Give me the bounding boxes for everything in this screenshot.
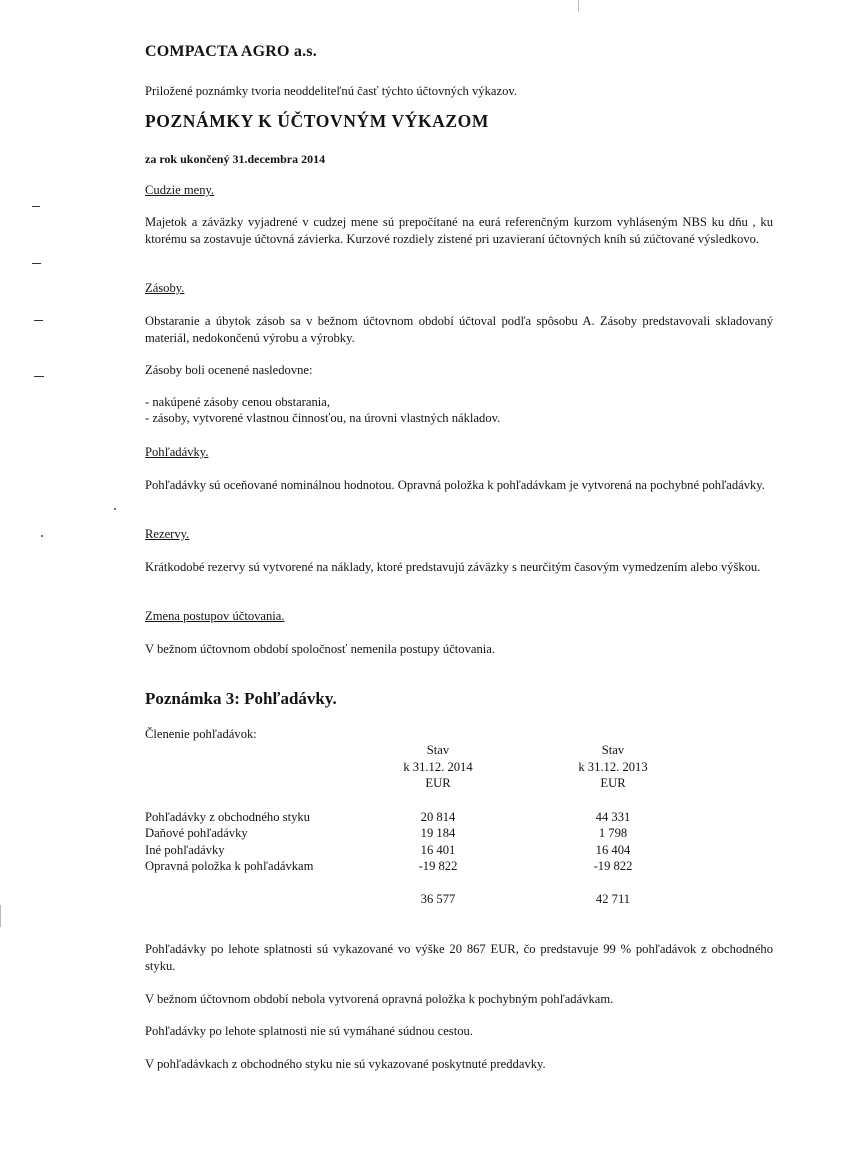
table-cell-2014: 16 401	[420, 843, 456, 857]
inventory-bullet: - nakúpené zásoby cenou obstarania,	[145, 395, 330, 409]
table-cell-2013: 16 404	[595, 843, 631, 857]
table-cell-2014: 20 814	[420, 810, 456, 824]
margin-mark	[34, 320, 43, 321]
note-3-paragraph: Pohľadávky po lehote splatnosti nie sú vymáhané súdnou cestou.	[145, 1024, 473, 1038]
margin-mark	[34, 376, 44, 377]
note-3-paragraph: Pohľadávky po lehote splatnosti sú vykazované vo výške 20 867 EUR, čo predstavuje 99 % pohľadávok z obchodného styku.	[145, 942, 773, 973]
margin-dot	[114, 508, 116, 510]
section-heading-reserves: Rezervy.	[145, 527, 190, 541]
section-heading-foreign-currency: Cudzie meny.	[145, 183, 215, 197]
table-cell-2014: 19 184	[420, 826, 456, 840]
column-header-2014-line2: k 31.12. 2014	[403, 760, 473, 774]
note-3-title: Poznámka 3: Pohľadávky.	[145, 689, 337, 708]
column-header-2013-line3: EUR	[600, 776, 626, 790]
table-total-2013: 42 711	[595, 892, 631, 906]
column-header-2013-line2: k 31.12. 2013	[578, 760, 648, 774]
column-header-2013-line1: Stav	[601, 743, 625, 757]
table-row-label: Iné pohľadávky	[145, 843, 225, 857]
scan-edge-top	[578, 0, 579, 12]
section-text-receivables: Pohľadávky sú oceňované nominálnou hodnotou. Opravná položka k pohľadávkam je vytvorená na pochybné pohľadávky.	[145, 478, 765, 492]
intro-text: Priložené poznámky tvoria neoddeliteľnú časť týchto účtovných výkazov.	[145, 84, 517, 98]
margin-mark	[32, 263, 41, 264]
table-cell-2013: -19 822	[593, 859, 633, 873]
section-text-inventory: Obstaranie a úbytok zásob sa v bežnom účtovnom období účtoval podľa spôsobu A. Zásoby predstavovali skladovaný materiál, nedokončenú výrobu a výrobky.	[145, 314, 773, 345]
scan-edge-left	[0, 905, 1, 927]
margin-dot	[41, 535, 43, 537]
section-text-reserves: Krátkodobé rezervy sú vytvorené na náklady, ktoré predstavujú záväzky s neurčitým časovým vymedzením alebo výškou.	[145, 560, 761, 574]
section-text-foreign-currency: Majetok a záväzky vyjadrené v cudzej mene sú prepočítané na eurá referenčným kurzom vyhláseným NBS ku dňu , ku ktorému sa zostavuje účtovná závierka. Kurzové rozdiely zistené pri uzavieraní účtovných kníh sú zúčtované výsledkovo.	[145, 215, 773, 246]
table-row-label: Opravná položka k pohľadávkam	[145, 859, 314, 873]
table-total-2014: 36 577	[420, 892, 456, 906]
table-cell-2014: -19 822	[418, 859, 458, 873]
margin-mark	[32, 206, 40, 207]
table-row-label: Daňové pohľadávky	[145, 826, 248, 840]
note-3-paragraph: V bežnom účtovnom období nebola vytvorená opravná položka k pochybným pohľadávkam.	[145, 992, 614, 1006]
section-heading-receivables: Pohľadávky.	[145, 445, 209, 459]
column-header-2014-line1: Stav	[426, 743, 450, 757]
table-row-label: Pohľadávky z obchodného styku	[145, 810, 310, 824]
document-title: POZNÁMKY K ÚČTOVNÝM VÝKAZOM	[145, 111, 489, 131]
note-3-paragraph: V pohľadávkach z obchodného styku nie sú vykazované poskytnuté preddavky.	[145, 1057, 546, 1071]
inventory-valuation-intro: Zásoby boli ocenené nasledovne:	[145, 363, 313, 377]
table-cell-2013: 44 331	[595, 810, 631, 824]
table-caption: Členenie pohľadávok:	[145, 727, 257, 741]
reporting-period: za rok ukončený 31.decembra 2014	[145, 152, 326, 166]
inventory-bullet: - zásoby, vytvorené vlastnou činnosťou, na úrovni vlastných nákladov.	[145, 411, 501, 425]
section-heading-policy-change: Zmena postupov účtovania.	[145, 609, 285, 623]
table-cell-2013: 1 798	[598, 826, 628, 840]
company-name: COMPACTA AGRO a.s.	[145, 43, 317, 60]
section-heading-inventory: Zásoby.	[145, 281, 185, 295]
section-text-policy-change: V bežnom účtovnom období spoločnosť nemenila postupy účtovania.	[145, 642, 496, 656]
column-header-2014-line3: EUR	[425, 776, 451, 790]
